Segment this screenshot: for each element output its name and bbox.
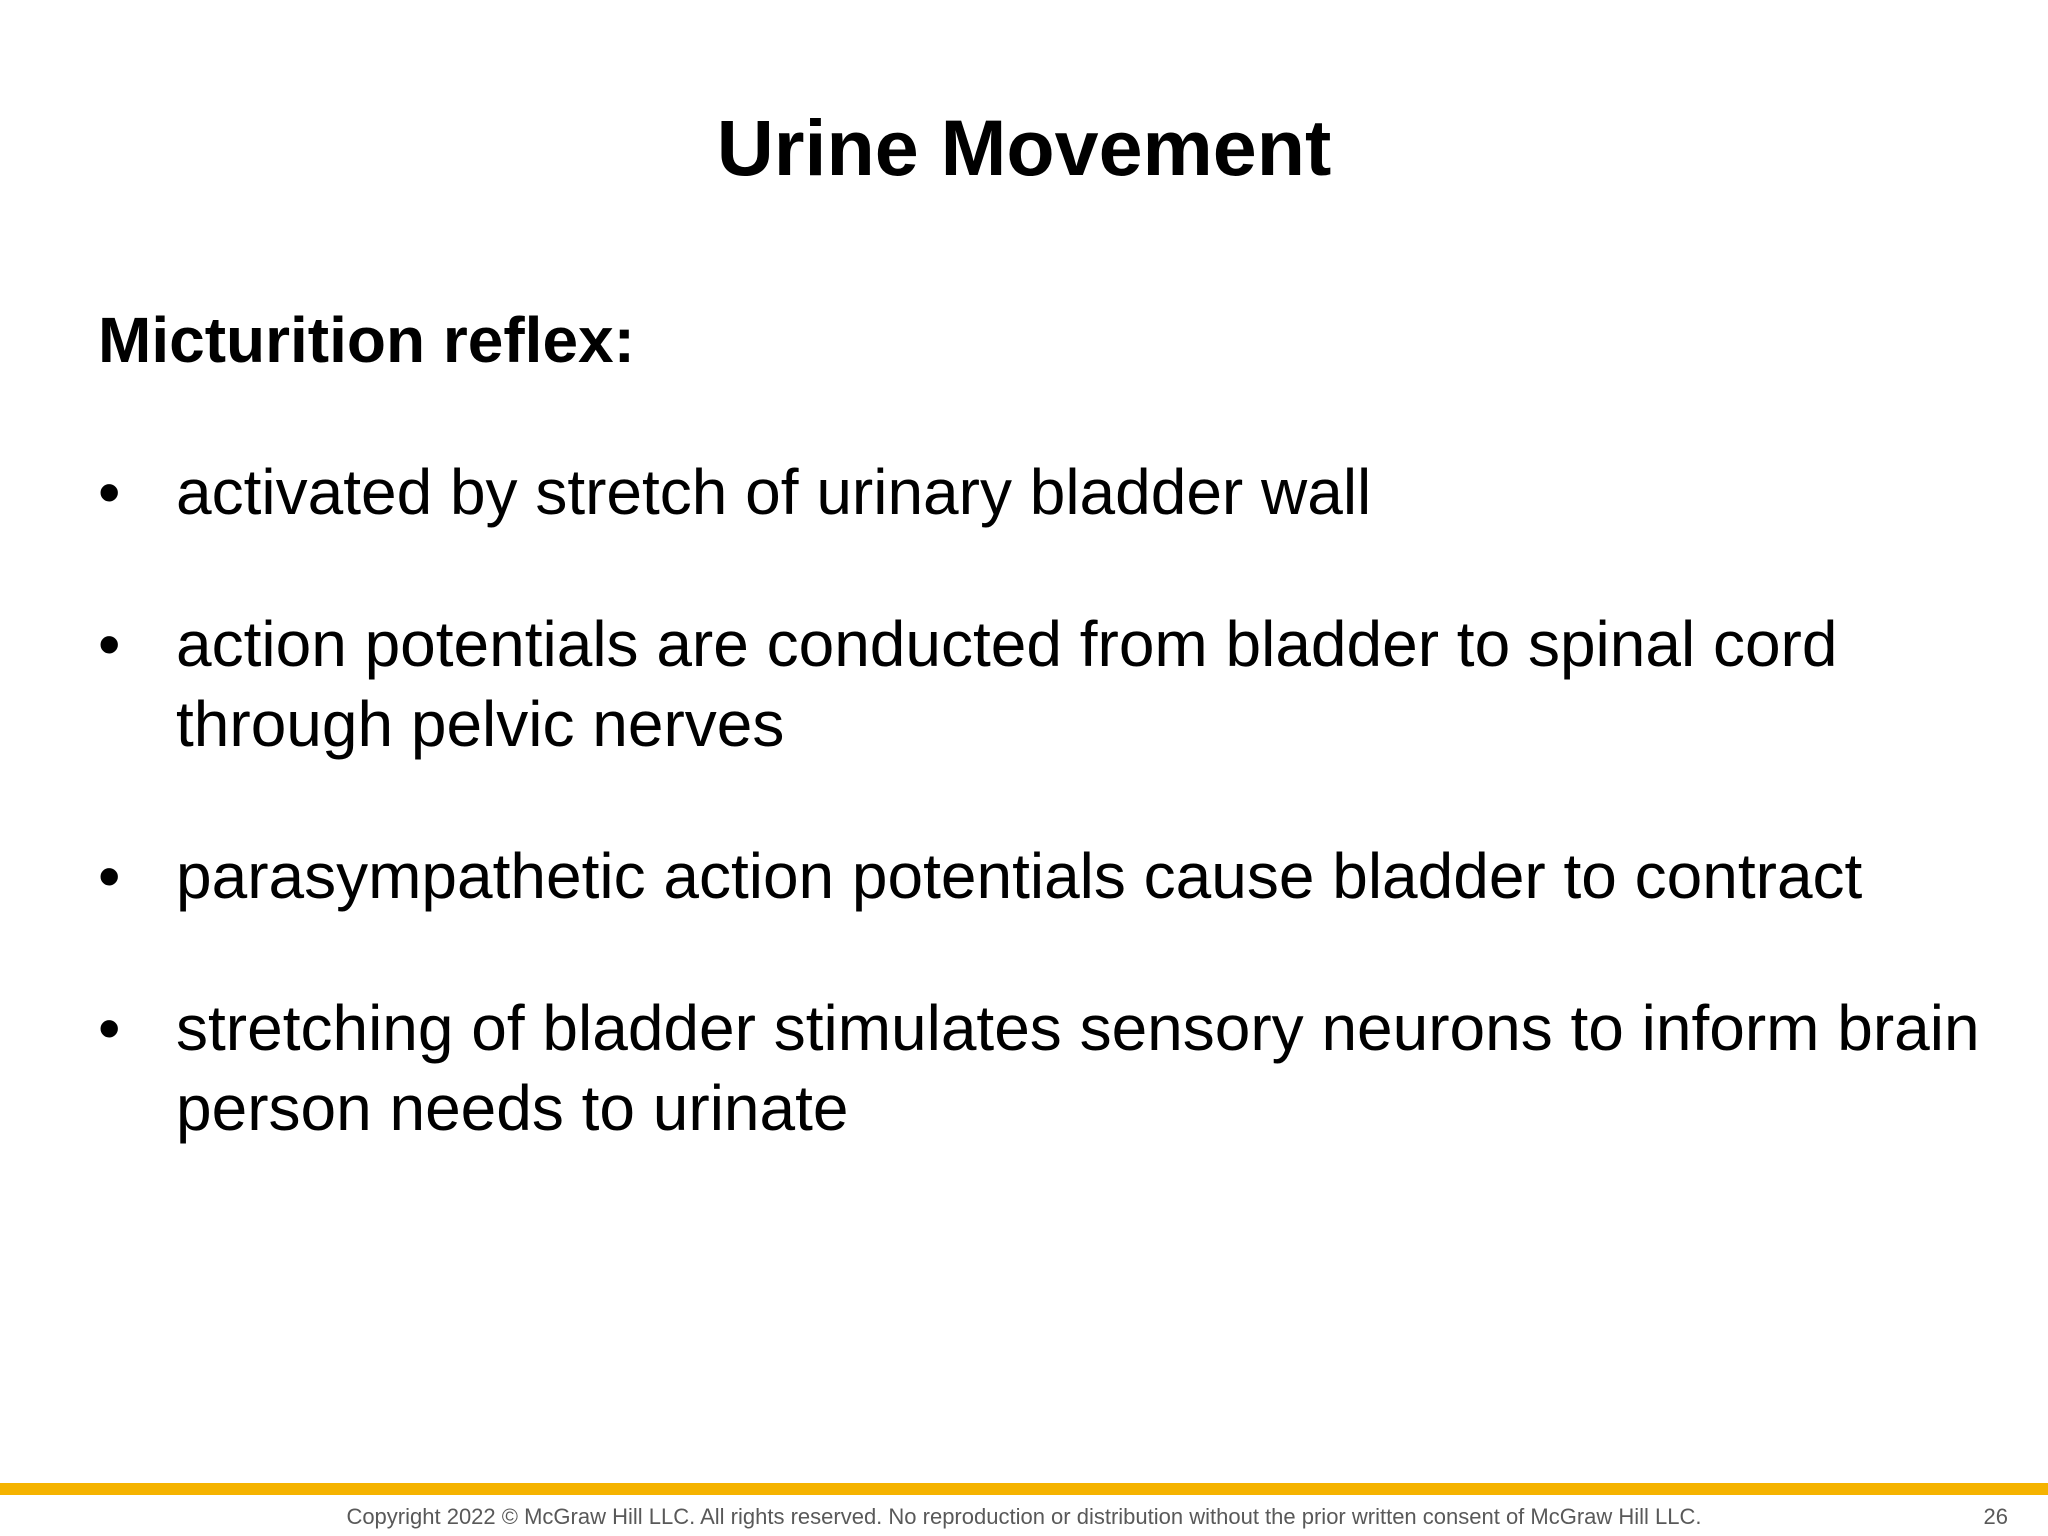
bullet-text: activated by stretch of urinary bladder wall	[176, 456, 1372, 528]
bullet-marker: •	[98, 456, 121, 528]
bullet-text: stretching of bladder stimulates sensory neurons to inform brain person needs to urinate	[176, 992, 1980, 1144]
section-heading: Micturition reflex:	[98, 304, 635, 376]
slide-title: Urine Movement	[716, 103, 1332, 192]
bullet-marker: •	[98, 608, 121, 680]
bullet-marker: •	[98, 840, 121, 912]
footer-accent-bar	[0, 1483, 2048, 1495]
bullet-text: action potentials are conducted from bladder to spinal cord through pelvic nerves	[176, 608, 1838, 760]
bullet-text: parasympathetic action potentials cause bladder to contract	[176, 840, 1863, 912]
bullet-item	[98, 988, 1998, 1148]
bullet-item	[98, 452, 1998, 532]
footer-copyright: Copyright 2022 © McGraw Hill LLC. All rights reserved. No reproduction or distribution without the prior written consent of McGraw Hill LLC.	[346, 1504, 1702, 1529]
bullet-item	[98, 836, 1998, 916]
page-number: 26	[1983, 1504, 2008, 1529]
bullet-item	[98, 604, 1998, 764]
bullet-marker: •	[98, 992, 121, 1064]
bullet-list	[98, 452, 1998, 1220]
